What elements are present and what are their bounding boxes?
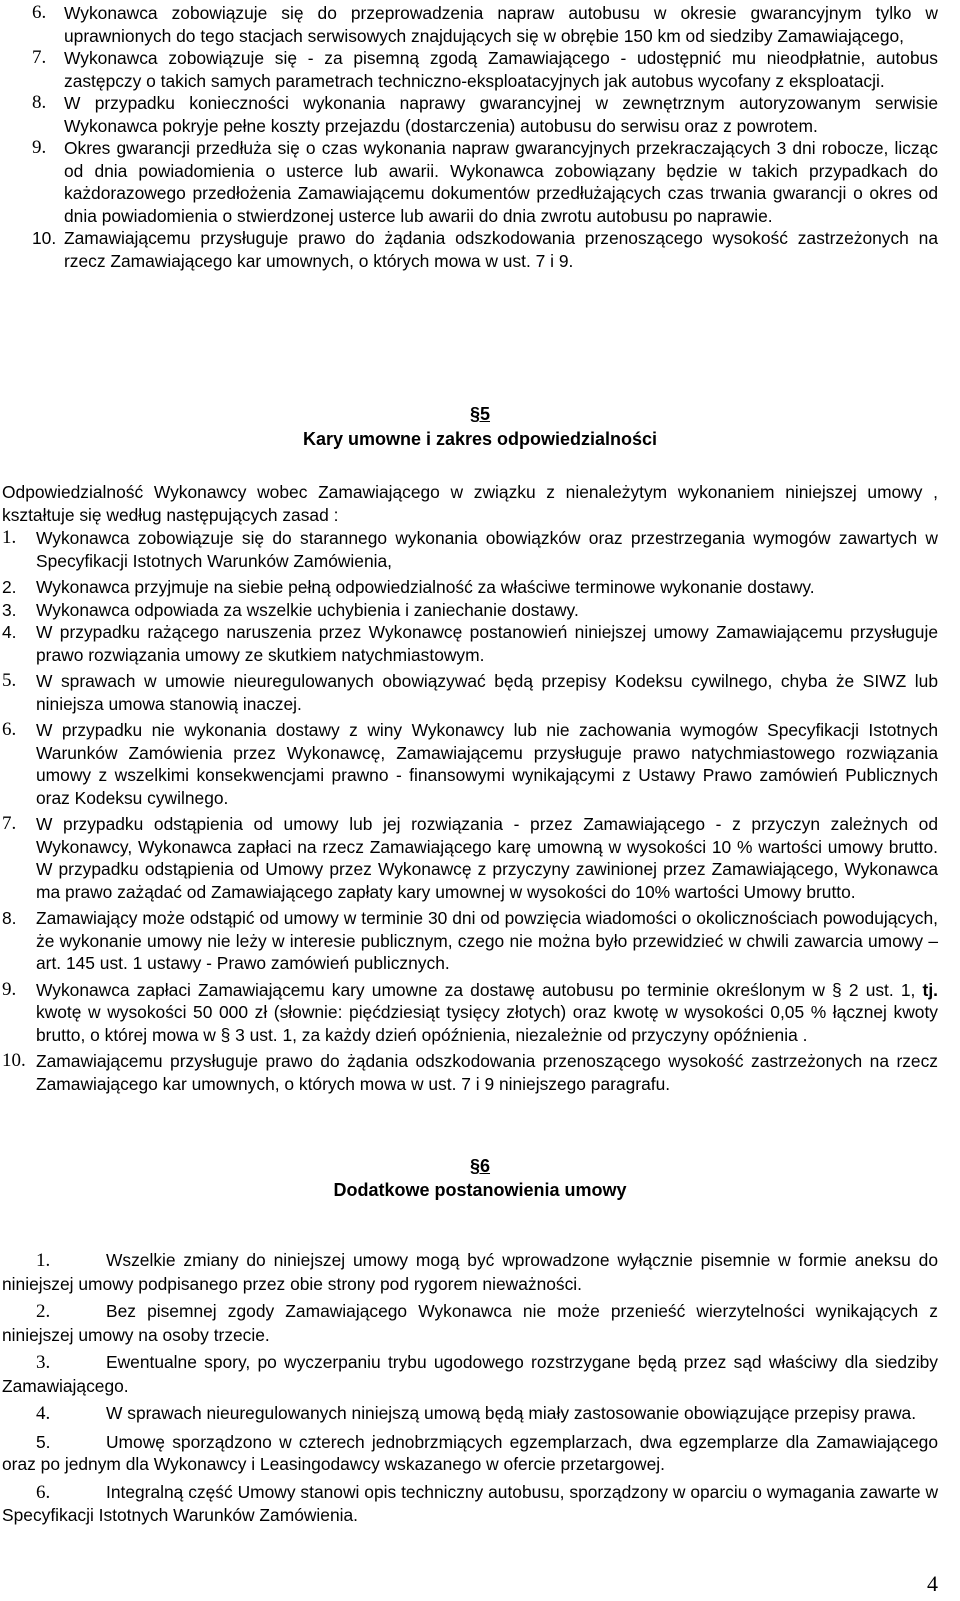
item-text: W przypadku rażącego naruszenia przez Wykonawcę postanowień niniejszej umowy Zamawiającemu przysługuje prawo rozwiązania umowy ze skutkiem natychmiastowym. xyxy=(36,622,938,665)
item-number: 5. xyxy=(2,670,17,691)
item-number: 7. xyxy=(32,47,47,68)
list-item xyxy=(32,92,938,137)
item-number: 6. xyxy=(2,719,17,740)
item-text: W przypadku konieczności wykonania naprawy gwarancyjnej w zewnętrznym autoryzowanym serwisie Wykonawca pokryje pełne koszty przejazdu (dostarczenia) autobusu do serwisu oraz z powrotem. xyxy=(64,93,938,136)
item-text: Wykonawca przyjmuje na siebie pełną odpowiedzialność za właściwe terminowe wykonanie dostawy. xyxy=(36,577,815,597)
list-item xyxy=(2,1351,938,1397)
item-number: 8. xyxy=(2,908,17,928)
item-text: Ewentualne spory, po wyczerpaniu trybu ugodowego rozstrzygane będą przez sąd właściwy dla siedziby Zamawiającego. xyxy=(2,1352,938,1396)
item-number: 9. xyxy=(32,137,47,158)
section5-title: Kary umowne i zakres odpowiedzialności xyxy=(302,429,658,449)
list-item xyxy=(32,47,938,92)
item-number: 1. xyxy=(2,527,17,548)
item-number: 7. xyxy=(2,813,17,834)
list-item xyxy=(2,1050,938,1095)
item-text: Wykonawca zobowiązuje się - za pisemną zgodą Zamawiającego - udostępnić mu nieodpłatnie, autobus zastępczy o takich samych parametrach techniczno-eksploatacyjnych jak autobus wycofany z eksploatacji. xyxy=(64,48,938,91)
item-number: 1. xyxy=(36,1250,51,1271)
item-text: W przypadku nie wykonania dostawy z winy Wykonawcy lub nie zachowania wymogów Specyfikacji Istotnych Warunków Zamówienia przez Wykonawcę, Zamawiającemu przysługuje prawo natychmiastowego rozwiązania umowy z wszelkimi konsekwencjami prawno - finansowymi wynikającymi z Ustawy Prawo zamówień Publicznych oraz Kodeksu cywilnego. xyxy=(36,720,938,808)
item-number: 4. xyxy=(36,1403,51,1424)
list-item xyxy=(2,979,938,1047)
item-number: 2. xyxy=(36,1301,51,1322)
section6-list xyxy=(2,1249,938,1532)
page-number: 4 xyxy=(927,1571,938,1596)
item-text: W sprawach nieuregulowanych niniejszą umową będą miały zastosowanie obowiązujące przepisy prawa. xyxy=(106,1403,917,1423)
item-text: Wykonawca zobowiązuje się do starannego wykonania obowiązków oraz przestrzegania wymogów zawartych w Specyfikacji Istotnych Warunków Zamówienia, xyxy=(36,528,938,571)
section5-symbol: §5 xyxy=(469,404,491,424)
section5-list xyxy=(2,527,938,1095)
item-number: 5. xyxy=(36,1431,51,1452)
item-text: Wykonawca zobowiązuje się do przeprowadzenia napraw autobusu w okresie gwarancyjnym tylko w uprawnionych do tego stacjach serwisowych znajdujących się w obrębie 150 km od siedziby Zamawiającego, xyxy=(64,3,938,46)
section6-symbol: §6 xyxy=(469,1156,491,1176)
item-text: Integralną część Umowy stanowi opis techniczny autobusu, sporządzony w oparciu o wymagania zawarte w Specyfikacji Istotnych Warunków Zamówienia. xyxy=(2,1481,938,1525)
item-number: 10. xyxy=(32,228,57,248)
item-number: 6. xyxy=(36,1481,51,1503)
item-text: Wykonawca zapłaci Zamawiającemu kary umowne za dostawę autobusu po terminie określonym w § 2 ust. 1, tj. kwotę w wysokości 50 000 zł (słownie: pięćdziesiąt tysięcy złotych) oraz kwotę w wysokości 0,05 % łącznej kwoty brutto, o której mowa w § 3 ust. 1, za każdy dzień opóźnienia, niezależnie od przyczyny opóźnienia . xyxy=(36,979,938,1045)
section5-intro: Odpowiedzialność Wykonawcy wobec Zamawiającego w związku z nienależytym wykonaniem niniejszej umowy , kształtuje się według następujących zasad : xyxy=(2,482,938,525)
list-item xyxy=(2,1402,938,1426)
list-item xyxy=(2,1431,938,1476)
item-number: 9. xyxy=(2,978,17,1000)
item-text: W przypadku odstąpienia od umowy lub jej rozwiązania - przez Zamawiającego - z przyczyn zależnych od Wykonawcy, Wykonawca zapłaci na rzecz Zamawiającego karę umowną w wysokości 10 % wartości umowy brutto. W przypadku odstąpienia od Umowy przez Wykonawcę z przyczyny zawinionej przez Zamawiającego, Wykonawca ma prawo zażądać od Zamawiającego zapłaty kary umownej w wysokości do 10% wartości Umowy brutto. xyxy=(36,814,938,902)
list-item xyxy=(2,576,938,599)
list-item xyxy=(32,2,938,47)
list-item xyxy=(2,813,938,903)
list-item xyxy=(32,227,938,272)
item-number: 6. xyxy=(32,2,47,23)
section6-title: Dodatkowe postanowienia umowy xyxy=(333,1180,627,1200)
list-item xyxy=(2,719,938,809)
item-number: 10. xyxy=(2,1050,26,1071)
item-text: Zamawiającemu przysługuje prawo do żądania odszkodowania przenoszącego wysokość zastrzeżonych na rzecz Zamawiającego kar umownych, o których mowa w ust. 7 i 9. xyxy=(64,228,938,271)
item-text: Zamawiający może odstąpić od umowy w terminie 30 dni od powzięcia wiadomości o okolicznościach powodujących, że wykonanie umowy nie leży w interesie publicznym, czego nie można było przewidzieć w chwili zawarcia umowy – art. 145 ust. 1 ustawy - Prawo zamówień publicznych. xyxy=(36,908,938,973)
item-text: Okres gwarancji przedłuża się o czas wykonania napraw gwarancyjnych przekraczających 3 dni robocze, licząc od dnia powiadomienia o usterce lub awarii. Wykonawca zobowiązany będzie w takich przypadkach do każdorazowego przedłożenia Zamawiającemu dokumentów przedłużających czas trwania gwarancji o okres od dnia powiadomienia o stwierdzonej usterce lub awarii do dnia zwrotu autobusu po naprawie. xyxy=(64,138,938,226)
item-number: 4. xyxy=(2,622,17,642)
list-item xyxy=(32,137,938,227)
item-number: 8. xyxy=(32,92,47,113)
item-text: Wykonawca odpowiada za wszelkie uchybienia i zaniechanie dostawy. xyxy=(36,599,579,620)
list-item xyxy=(2,670,938,715)
item-text: W sprawach w umowie nieuregulowanych obowiązywać będą przepisy Kodeksu cywilnego, chyba że SIWZ lub niniejsza umowa stanowią inaczej. xyxy=(36,671,938,714)
list-item xyxy=(2,527,938,572)
item-text: Zamawiającemu przysługuje prawo do żądania odszkodowania przenoszącego wysokość zastrzeżonych na rzecz Zamawiającego kar umownych, o których mowa w ust. 7 i 9 niniejszego paragrafu. xyxy=(36,1051,938,1094)
list-item xyxy=(2,621,938,666)
item-text: Bez pisemnej zgody Zamawiającego Wykonawca nie może przenieść wierzytelności wynikających z niniejszej umowy na osoby trzecie. xyxy=(2,1301,938,1345)
item-number: 3. xyxy=(2,599,17,620)
list-item xyxy=(2,1249,938,1295)
previous-section-list xyxy=(32,2,938,272)
item-text: Umowę sporządzono w czterech jednobrzmiących egzemplarzach, dwa egzemplarze dla Zamawiającego oraz po jednym dla Wykonawcy i Leasingodawcy wskazanego w ofercie przetargowej. xyxy=(2,1431,938,1474)
list-item xyxy=(2,599,938,622)
item-number: 2. xyxy=(2,577,17,597)
item-text: Wszelkie zmiany do niniejszej umowy mogą być wprowadzone wyłącznie pisemnie w formie aneksu do niniejszej umowy podpisanego przez obie strony pod rygorem nieważności. xyxy=(2,1250,938,1294)
list-item xyxy=(2,907,938,975)
item-number: 3. xyxy=(36,1352,51,1373)
list-item xyxy=(2,1300,938,1346)
list-item xyxy=(2,1481,938,1527)
